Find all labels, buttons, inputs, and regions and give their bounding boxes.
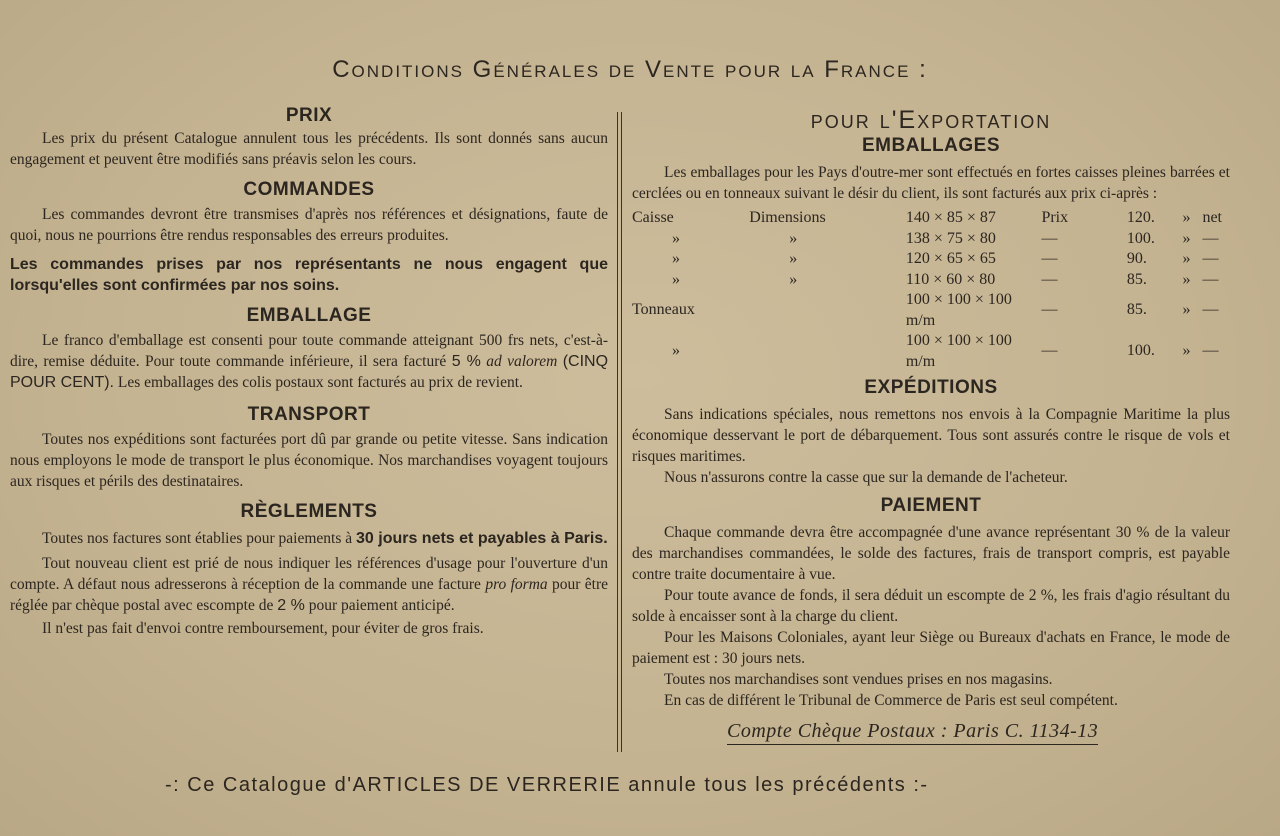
paiement-p5: En cas de différent le Tribunal de Commerce de Paris est seul compétent. bbox=[664, 692, 1118, 709]
packaging-cell-type: Tonneaux bbox=[632, 301, 695, 319]
packaging-cell-dims: 138 × 75 × 80 bbox=[905, 229, 996, 247]
emballage-text bbox=[10, 330, 608, 393]
packaging-cell-sep: » bbox=[1182, 209, 1191, 226]
reglements-p1-bold: 30 jours nets et payables à Paris. bbox=[356, 530, 608, 547]
emballages-text: Les emballages pour les Pays d'outre-mer sont effectués en fortes caisses pleines barrées et cerclées ou en tonneaux suivant le désir du client, ils sont facturés aux prix ci-après : bbox=[632, 164, 1230, 202]
reglements-p2-a: Tout nouveau client est prié de nous indiquer les références d'usage pour l'ouverture d'un compte. A défaut nous adresserons à réception de la commande une facture bbox=[10, 555, 608, 593]
packaging-cell-sep: » bbox=[1182, 301, 1191, 319]
packaging-row bbox=[632, 229, 1222, 250]
transport-text: Toutes nos expéditions sont facturées port dû par grande ou petite vitesse. Sans indication nous employons le mode de transport le plus économique. Nos marchandises voyagent toujours aux risques et périls des destinataires. bbox=[10, 431, 608, 490]
reglements-p1 bbox=[10, 528, 608, 549]
packaging-cell-sep: » bbox=[1182, 250, 1191, 267]
expeditions-p2: Nous n'assurons contre la casse que sur la demande de l'acheteur. bbox=[664, 469, 1068, 486]
packaging-cell-dims: 140 × 85 × 87 bbox=[905, 209, 996, 226]
expeditions-p1: Sans indications spéciales, nous remettons nos envois à la Compagnie Maritime la plus économique desservant le port de débarquement. Tous sont assurés contre le risque de vols et risques maritimes. bbox=[632, 406, 1230, 465]
packaging-cell-prix: — bbox=[1041, 250, 1058, 267]
commandes-text: Les commandes devront être transmises d'après nos références et désignations, faute de quoi, nous ne pourrions être rendus responsables des erreurs produites. bbox=[10, 206, 608, 244]
packaging-cell-unit: — bbox=[1202, 250, 1219, 267]
packaging-cell-amount: 100. bbox=[1126, 342, 1155, 360]
packaging-cell-dims: 110 × 60 × 80 bbox=[905, 270, 996, 288]
paiement-p2: Pour toute avance de fonds, il sera déduit un escompte de 2 %, les frais d'agio résultant du solde à encaisser sont à la charge du client. bbox=[632, 587, 1230, 625]
export-title: pour l'Exportation bbox=[810, 106, 1052, 134]
packaging-cell-dims: 120 × 65 × 65 bbox=[905, 250, 996, 267]
packaging-cell-unit: — bbox=[1202, 342, 1219, 360]
packaging-row bbox=[632, 270, 1222, 291]
packaging-row bbox=[632, 290, 1222, 331]
packaging-cell-sep: » bbox=[1182, 342, 1191, 360]
heading-paiement: PAIEMENT bbox=[880, 495, 982, 516]
packaging-cell-prix: — bbox=[1041, 270, 1058, 288]
reglements-p2-percent: 2 % bbox=[277, 597, 305, 614]
left-column bbox=[10, 104, 608, 639]
paiement-p4: Toutes nos marchandises sont vendues prises en nos magasins. bbox=[664, 671, 1053, 688]
paiement-p3: Pour les Maisons Coloniales, ayant leur Siège ou Bureaux d'achats en France, le mode de paiement est : 30 jours nets. bbox=[632, 629, 1230, 667]
packaging-cell-unit: net bbox=[1202, 209, 1222, 226]
heading-prix: PRIX bbox=[285, 105, 333, 126]
packaging-cell-dim-label bbox=[749, 290, 906, 331]
packaging-cell-prix: Prix bbox=[1041, 209, 1069, 226]
packaging-cell-type: » bbox=[672, 342, 680, 360]
compte-cheque-postaux: Compte Chèque Postaux : Paris C. 1134-13 bbox=[727, 721, 1098, 745]
packaging-cell-type: » bbox=[672, 250, 680, 267]
emballage-percent: 5 % bbox=[451, 353, 481, 370]
heading-reglements: RÈGLEMENTS bbox=[240, 501, 378, 522]
emballage-text-b: Les emballages des colis postaux sont facturés au prix de revient. bbox=[117, 374, 523, 391]
packaging-cell-prix: — bbox=[1041, 301, 1058, 319]
packaging-cell-dim-label: » bbox=[789, 229, 798, 247]
emballage-text-a: Le franco d'emballage est consenti pour toute commande atteignant 500 frs nets, c'est-à-dire, remise déduite. Pour toute commande inférieure, il sera facturé bbox=[10, 332, 608, 370]
packaging-cell-amount: 100. bbox=[1126, 229, 1155, 247]
paiement-p1: Chaque commande devra être accompagnée d'une avance représentant 30 % de la valeur des marchandises commandées, le solde des factures, frais de transport compris, est payable contre traite documentaire à vue. bbox=[632, 524, 1230, 583]
packaging-cell-prix: — bbox=[1041, 229, 1058, 247]
packaging-row bbox=[632, 331, 1222, 372]
packaging-cell-type: » bbox=[672, 270, 680, 288]
packaging-cell-amount: 90. bbox=[1126, 250, 1147, 267]
page-title: Conditions Générales de Vente pour la France : bbox=[332, 56, 928, 83]
reglements-p3: Il n'est pas fait d'envoi contre remboursement, pour éviter de gros frais. bbox=[42, 620, 484, 637]
emballage-cinq: (CINQ POUR CENT). bbox=[10, 353, 609, 391]
heading-emballages: EMBALLAGES bbox=[862, 135, 1000, 156]
prix-text: Les prix du présent Catalogue annulent tous les précédents. Ils sont donnés sans aucun engagement et peuvent être modifiés sans préavis selon les cours. bbox=[10, 130, 608, 168]
reglements-p2-b: pour être réglée par chèque postal avec escompte de bbox=[10, 576, 609, 614]
packaging-cell-dim-label: » bbox=[789, 250, 798, 267]
heading-emballage: EMBALLAGE bbox=[246, 305, 372, 326]
commandes-bold-text: Les commandes prises par nos représentants ne nous engagent que lorsqu'elles sont confirmées par nos soins. bbox=[10, 256, 608, 294]
heading-commandes: COMMANDES bbox=[243, 179, 375, 200]
packaging-cell-dims: 100 × 100 × 100 m/m bbox=[905, 291, 1012, 329]
packaging-cell-sep: » bbox=[1182, 270, 1191, 288]
packaging-cell-unit: — bbox=[1202, 229, 1219, 247]
packaging-cell-sep: » bbox=[1182, 229, 1191, 247]
packaging-cell-unit: — bbox=[1202, 301, 1219, 319]
column-divider bbox=[617, 112, 622, 752]
packaging-row bbox=[632, 208, 1222, 229]
packaging-cell-dim-label bbox=[749, 331, 906, 372]
packaging-cell-type: » bbox=[672, 229, 680, 247]
packaging-cell-amount: 120. bbox=[1126, 209, 1155, 226]
emballage-ad-valorem: ad valorem bbox=[486, 353, 558, 370]
reglements-p2-c: pour paiement anticipé. bbox=[308, 597, 455, 614]
heading-transport: TRANSPORT bbox=[247, 404, 371, 425]
packaging-cell-prix: — bbox=[1041, 342, 1058, 360]
packaging-cell-type: Caisse bbox=[632, 209, 674, 226]
reglements-p2 bbox=[10, 553, 608, 616]
footer-note: -: Ce Catalogue d'ARTICLES DE VERRERIE annule tous les précédents :- bbox=[165, 774, 929, 796]
packaging-cell-dim-label: Dimensions bbox=[749, 209, 826, 226]
packaging-cell-amount: 85. bbox=[1126, 270, 1147, 288]
reglements-pro-forma: pro forma bbox=[485, 576, 548, 593]
right-column bbox=[632, 106, 1230, 745]
packaging-row bbox=[632, 249, 1222, 270]
packaging-cell-unit: — bbox=[1202, 270, 1219, 288]
packaging-table bbox=[632, 208, 1222, 372]
heading-expeditions: EXPÉDITIONS bbox=[864, 377, 998, 398]
reglements-p1-a: Toutes nos factures sont établies pour paiements à bbox=[42, 530, 353, 547]
packaging-cell-dims: 100 × 100 × 100 m/m bbox=[905, 332, 1012, 370]
packaging-cell-amount: 85. bbox=[1126, 301, 1147, 319]
packaging-cell-dim-label: » bbox=[789, 270, 798, 288]
